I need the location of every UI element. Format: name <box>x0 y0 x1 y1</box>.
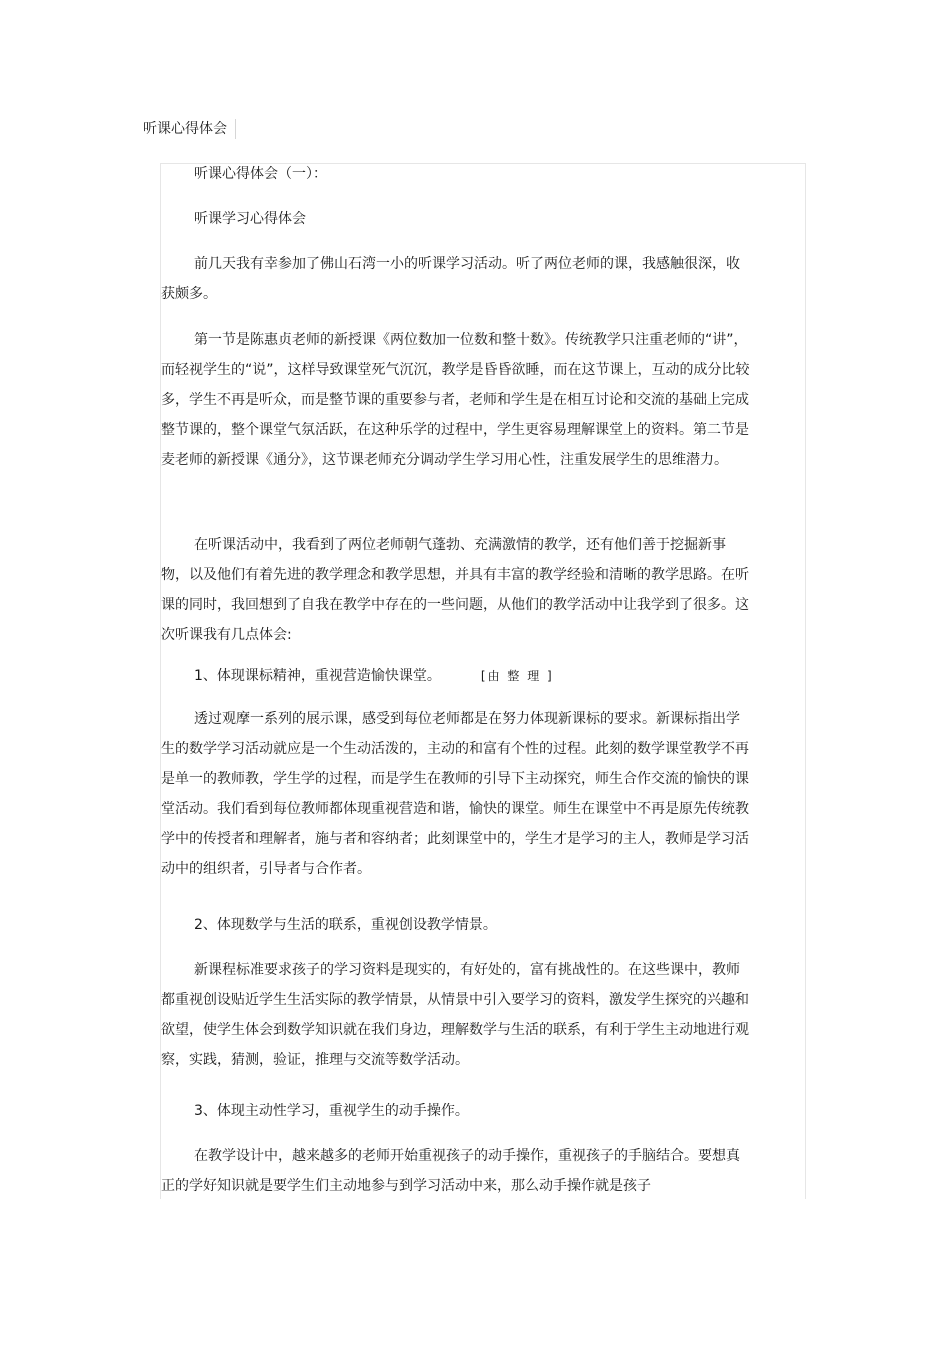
point-2: 2、体现数学与生活的联系，重视创设教学情景。 <box>194 917 497 933</box>
point-1 <box>161 661 751 691</box>
paragraph-intro: 前几天我有幸参加了佛山石湾一小的听课学习活动。听了两位老师的课，我感触很深，收获颇多。 <box>161 256 740 302</box>
paragraph-life-connection: 新课程标准要求孩子的学习资料是现实的，有好处的，富有挑战性的。在这些课中，教师都重视创设贴近学生生活实际的教学情景，从情景中引入要学习的资料，激发学生探究的兴趣和欲望，使学生体会到数学知识就在我们身边，理解数学与生活的联系，有利于学生主动地进行观察，实践，猜测，验证，推理与交流等数学活动。 <box>161 962 749 1068</box>
paragraph-hands-on: 在教学设计中，越来越多的老师开始重视孩子的动手操作，重视孩子的手脑结合。要想真正的学好知识就是要学生们主动地参与到学习活动中来，那么动手操作就是孩子 <box>161 1148 740 1194</box>
content-frame <box>160 163 806 1199</box>
section-heading: 听课心得体会（一）： <box>194 166 327 182</box>
point-1-note: [由 整 理 ] <box>480 669 554 683</box>
point-3: 3、体现主动性学习，重视学生的动手操作。 <box>194 1103 469 1119</box>
section-subheading: 听课学习心得体会 <box>194 211 306 227</box>
document-title: 听课心得体会 <box>143 119 236 139</box>
paragraph-first-lesson: 第一节是陈惠贞老师的新授课《两位数加一位数和整十数》。传统教学只注重老师的“讲”，而轻视学生的“说”，这样导致课堂死气沉沉，教学是昏昏欲睡，而在这节课上，互动的成分比较多，学生不再是听众，而是整节课的重要参与者，老师和学生是在相互讨论和交流的基础上完成整节课的，整个课堂气氛活跃，在这种乐学的过程中，学生更容易理解课堂上的资料。第二节是麦老师的新授课《通分》，这节课老师充分调动学生学习用心性，注重发展学生的思维潜力。 <box>161 332 750 468</box>
point-1-text: 1、体现课标精神，重视营造愉快课堂。 <box>194 668 441 684</box>
paragraph-curriculum: 透过观摩一系列的展示课，感受到每位老师都是在努力体现新课标的要求。新课标指出学生的数学学习活动就应是一个生动活泼的，主动的和富有个性的过程。此刻的数学课堂教学不再是单一的教师教，学生学的过程，而是学生在教师的引导下主动探究，师生合作交流的愉快的课堂活动。我们看到每位教师都体现重视营造和谐，愉快的课堂。师生在课堂中不再是原先传统教学中的传授者和理解者，施与者和容纳者；此刻课堂中的，学生才是学习的主人，教师是学习活动中的组织者，引导者与合作者。 <box>161 711 749 877</box>
paragraph-observation: 在听课活动中，我看到了两位老师朝气蓬勃、充满激情的教学，还有他们善于挖掘新事物，以及他们有着先进的教学理念和教学思想，并具有丰富的教学经验和清晰的教学思路。在听课的同时，我回想到了自我在教学中存在的一些问题，从他们的教学活动中让我学到了很多。这次听课我有几点体会: <box>161 537 749 643</box>
